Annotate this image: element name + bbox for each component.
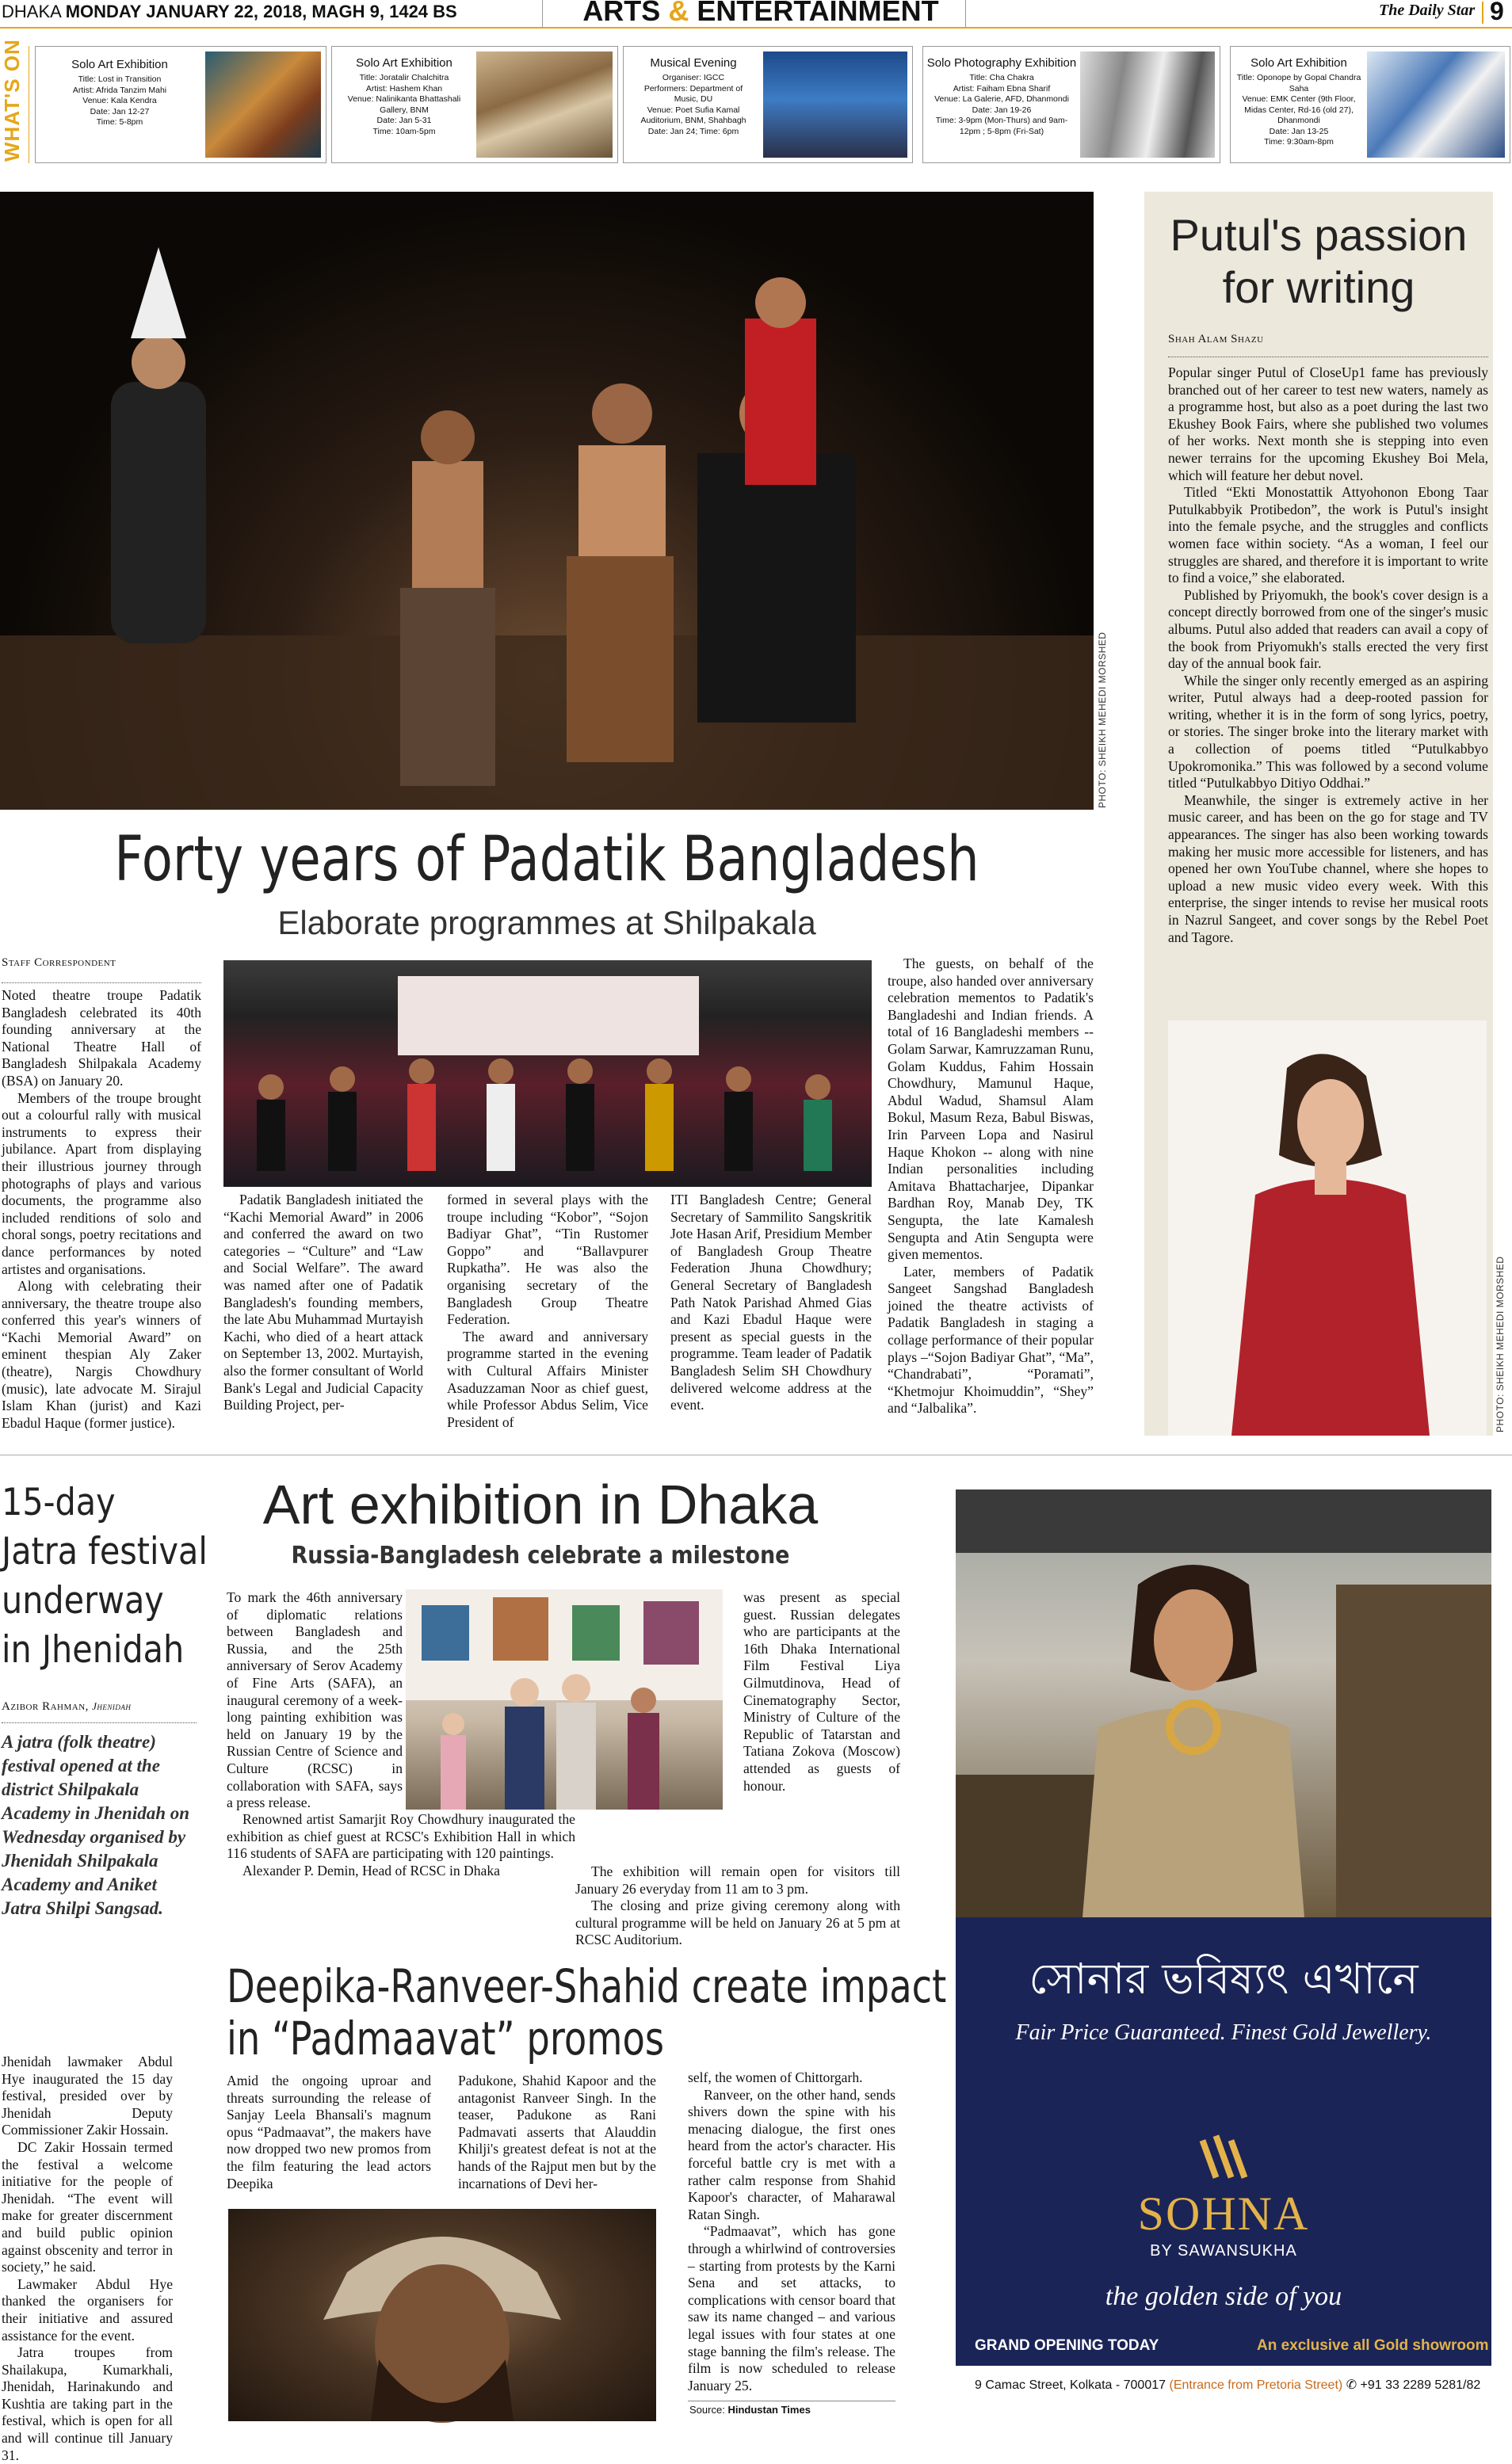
card-thumbnail [763,51,907,158]
card-line: Title: Lost in Transition [78,74,162,84]
padatik-byline: Staff Correspondent [2,956,116,969]
whats-on-card[interactable] [35,46,326,163]
whats-on-card[interactable] [331,46,618,163]
card-line: Venue: La Galerie, AFD, Dhanmondi [934,94,1069,104]
card-text [628,56,758,137]
paragraph: was present as special guest. Russian delegates who are participants at the 16th Dhaka International Film Festival Liya Gilmutdinova, Head of Cinematography Sector, Ministry of Culture of the Republic of Tatarstan and Tatiana Zokova (Moscow) attended as guests of honour. [743,1589,900,1794]
section-amp: & [668,0,689,27]
page-header [0,0,1512,27]
header-rule [0,27,1512,29]
padatik-stage-photo [0,192,1094,810]
ad-slogan: the golden side of you [1105,2282,1342,2311]
paragraph: Along with celebrating their anniversary, the theatre troupe also conferred this year's winners of “Kachi Memorial Award” on eminent thespian Aly Zaker (theatre), Nargis Chowdhury (music), late advocate M. Sirajul Islam Khan (jurist) and Kazi Ebadul Haque (former justice). [2,1278,201,1431]
padmaavat-source [689,2404,811,2416]
paragraph: To mark the 46th anniversary of diplomatic relations between Bangladesh and Russia, and the 25th anniversary of Serov Academy of Fine Arts (SAFA), an inaugural ceremony of a week-long painting exhibition was held on January 19 by the Russian Centre of Science and Culture (RCSC) in collaboration with SAFA, says a press release. [227,1589,403,1811]
paragraph: Ranveer, on the other hand, sends shivers down the spine with his menacing dialogue, the first ones heard from the actor's character. His forceful battle cry is met with a rather calm response from Shahid Kapoor's character, of Maharawal Ratan Singh. [688,2086,895,2222]
paragraph: Titled “Ekti Monostattik Attyohonon Ebong Taar Putulkabbyik Protibedon”, the work is Putul's insight into the female psyche, and the struggles and conflicts women face within society. “As a woman, I feel our struggles are shared, and therefore it is important to write to find a voice,” she elaborated. [1168,484,1488,586]
card-line: Auditorium, BNM, Shahbagh [640,116,746,125]
card-line: Artist: Hashem Khan [365,83,443,93]
ad-brand: SOHNA [1137,2187,1310,2240]
jatra-byline-place: Jhenidah [92,1700,132,1712]
stage-figures [0,192,1094,810]
art-col1b [227,1811,575,1879]
card-line: Performers: Department of [643,83,743,93]
card-title: Solo Art Exhibition [71,58,168,71]
art-col2 [743,1589,900,1795]
padmaavat-col1 [227,2073,431,2192]
card-title: Solo Art Exhibition [356,56,452,70]
paragraph: Published by Priyomukh, the book's cover design is a concept directly borrowed from one of the singer's music albums. Putul also added that readers can avail a copy of the book from Priyomukh's stalls erected the very first day of the annual book fair. [1168,586,1488,672]
putul-headline-line: Putul's passion [1170,210,1468,260]
card-thumbnail [1367,51,1505,158]
putul-photo-credit: PHOTO: SHEIKH MEHEDI MORSHED [1495,1256,1506,1432]
card-line: Title: Joratalir Chalchitra [359,73,449,82]
card-thumbnail [205,51,321,158]
card-text [40,58,199,128]
header-divider-left [542,0,543,27]
jatra-intro: A jatra (folk theatre) festival opened at the district Shilpakala Academy in Jhenidah on Wednesday organised by Jhenidah Shilpakala Academy and Aniket Jatra Shilpi Sangsad. [2,1732,190,1918]
ad-model-figure [956,1489,1491,1917]
padatik-col1 [2,987,201,1432]
source-label: Source: [689,2404,725,2416]
padmaavat-col2 [458,2073,656,2192]
dateline-prefix: DHAKA [2,2,61,21]
jatra-headline-line: 15-day [2,1481,116,1524]
paragraph: Lawmaker Abdul Hye thanked the organisers for their initiative and assured assistance for the event. [2,2275,173,2344]
ad-address-note: (Entrance from Pretoria Street) [1169,2378,1343,2392]
art-col1 [227,1589,403,1812]
paragraph: Meanwhile, the singer is extremely active in her music career, and has been on the go for stage and TV appearances. The singer has also been working towards making her music more accessible for listeners, and has opened her own YouTube channel, where she hopes to upload a new music video every week. With this enterprise, the singer intends to revise her musical roots in Nazrul Sangeet, and cover songs by the Rebel Poet and Tagore. [1168,791,1488,945]
ad-address-line [975,2377,1480,2393]
padatik-headline: Forty years of Padatik Bangladesh [114,824,979,895]
card-line: Venue: EMK Center (9th Floor, [1242,94,1356,104]
header-divider-right [965,0,966,27]
padatik-group-photo [223,960,872,1187]
putul-portrait-photo [1168,1020,1487,1436]
paragraph: Padatik Bangladesh initiated the “Kachi Memorial Award” in 2006 and conferred the award on two categories – “Culture” and “Law and Social Welfare”. The award was named after one of Padatik Bangladesh's founding members, the late Abu Muhammad Murtayish Kachi, who died of a heart attack on September 13, 2002. Murtayish, also the former consultant of World Bank's Legal and Judicial Capacity Building Project, per- [223,1192,423,1413]
jatra-byline-name: Azibor Rahman, [2,1700,89,1713]
jatra-body [2,2054,173,2464]
paragraph: While the singer only recently emerged as an aspiring writer, Putul always had a deep-rooted passion for writing, whether it is in the form of song lyrics, poetry, or stories. The singer broke into the literary market with a collection of poems titled “Putulkabbyo Upokromonika.” This was followed by a second volume titled “Putulkabbyo Ditiyo Oddhai.” [1168,672,1488,791]
padmaavat-photo [228,2209,656,2421]
paragraph: The guests, on behalf of the troupe, also handed over anniversary celebration mementos to Padatik's Bangladeshi and Indian friends. A total of 16 Bangladeshi members -- Golam Sarwar, Kamruzzaman Runu, Golam Kuddus, Fahim Hossain Chowdhury, Mamunul Haque, Abdul Wadud, Shamsul Alam Bokul, Masum Reza, Babul Biswas, Irin Parveen Lopa and Nasirul Haque Khokon -- along with nine Indian personalities including Amitava Bhattacharjee, Dipankar Bardhan Roy, Manab Dey, TK Sengupta, the late Kamalesh Sengupta and Atin Sengupta were given mementos. [888,955,1094,1263]
phone-icon: ✆ [1346,2378,1357,2392]
paragraph: Jatra troupes from Shailakupa, Kumarkhali, Jhenidah, Harinakundo and Kushtia are taking part in the festival, which is open for all and will continue till January 31. [2,2344,173,2463]
card-line: Venue: Poet Sufia Kamal [647,105,740,115]
card-title: Solo Photography Exhibition [926,56,1077,70]
page-number: 9 [1490,0,1504,25]
card-thumbnail [476,51,613,158]
card-line: 12pm ; 5-8pm (Fri-Sat) [959,126,1044,136]
jatra-headline [2,1478,208,1675]
card-line: Time: 5-8pm [96,117,143,127]
paragraph: Renowned artist Samarjit Roy Chowdhury inaugurated the exhibition as chief guest at RCSC's Exhibition Hall in which 116 students of SAFA are participating with 120 paintings. [227,1811,575,1862]
paragraph: self, the women of Chittorgarh. [688,2069,863,2085]
whats-on-card[interactable] [1230,46,1510,163]
masthead: The Daily Star [1379,2,1476,19]
art-subhead: Russia-Bangladesh celebrate a milestone [291,1542,790,1570]
card-line: Date: Jan 24; Time: 6pm [647,126,739,136]
paragraph: The award and anniversary programme started in the evening with Cultural Affairs Minister Asaduzzaman Noor as chief guest, while Professor Abdus Selim, Vice President of [447,1328,648,1430]
padatik-photo-credit: PHOTO: SHEIKH MEHEDI MORSHED [1097,631,1108,808]
card-text [1234,56,1364,148]
card-line: Date: Jan 12-27 [90,106,150,116]
putul-headline-line: for writing [1222,262,1415,312]
ad-grand-opening: GRAND OPENING TODAY [975,2337,1159,2354]
ad-address: 9 Camac Street, Kolkata - 700017 [975,2378,1166,2392]
section-title [547,0,975,27]
art-exhibition-photo [406,1589,723,1810]
dateline-date: MONDAY JANUARY 22, 2018, [65,2,307,21]
padatik-byline-rule [2,982,201,983]
putul-headline [1144,209,1493,314]
card-line: Time: 3-9pm (Mon-Thurs) and 9am- [935,116,1068,125]
section-arts: ARTS [582,0,661,27]
padatik-col3 [447,1192,648,1431]
paragraph: DC Zakir Hossain termed the festival a welcome initiative for the people of Jhenidah. “The event will make for greater discernment and build public opinion against obscenity and terror in society,” he said. [2,2138,173,2275]
jatra-headline-line: Jatra festival [2,1530,208,1573]
whats-on-card[interactable] [623,46,913,163]
dateline-bangla-date: MAGH 9, 1424 BS [311,2,457,21]
art-headline: Art exhibition in Dhaka [262,1474,819,1535]
card-line: Organiser: IGCC [662,73,725,82]
jatra-headline-line: underway [2,1579,164,1623]
padatik-subhead: Elaborate programmes at Shilpakala [277,904,816,941]
paragraph: Later, members of Padatik Sangeet Sangshad Bangladesh joined the theatre activists of Padatik Bangladesh in staging a collage performance of their popular plays –“Sojon Badiyar Ghat”, “Ma”, “Chandrabati”, “Poramati”, “Khetmojur Khoimuddin”, “Shey” and “Jalbalika”. [888,1263,1094,1417]
ad-brand-sub: BY SAWANSUKHA [1150,2242,1297,2260]
card-thumbnail [1080,51,1215,158]
card-text [337,56,472,137]
card-line: Time: 9:30am-8pm [1264,137,1334,147]
paragraph: Amid the ongoing uproar and threats surrounding the release of Sanjay Leela Bhansali's magnum opus “Padmaavat”, the makers have now dropped two new promos from the film featuring the lead actors Deepika [227,2073,431,2191]
paragraph: Noted theatre troupe Padatik Bangladesh celebrated its 40th founding anniversary at the National Theatre Hall of Bangladesh Shilpakala Academy (BSA) on January 20. [2,987,201,1089]
ranveer-figure [228,2209,656,2421]
card-line: Dhanmondi [1277,116,1320,125]
card-text [926,56,1077,137]
padmaavat-col3 [688,2069,895,2394]
art-col2b [575,1863,900,1949]
whats-on-label: WHAT'S ON [0,39,24,162]
portrait-figure [1168,1020,1487,1436]
source-name: Hindustan Times [727,2404,811,2416]
ad-phone: +91 33 2289 5281/82 [1360,2378,1481,2392]
dateline [2,0,457,24]
ad-bangla-tagline: সোনার ভবিষ্যৎ এখানে [1029,1954,1418,2004]
paragraph: ITI Bangladesh Centre; General Secretary of Sammilito Sangskritik Jote Hasan Arif, Presidium Member of Bangladesh Group Theatre Federation Jhuna Chowdhury; General Secretary of Bangladesh Path Natok Parishad Ahmed Gias and Kazi Ebadul Haque were present as special guests in the programme. Team leader of Padatik Bangladesh Selim SH Chowdhury delivered welcome address at the event. [670,1192,872,1413]
padmaavat-headline-line: Deepika-Ranveer-Shahid create impact [227,1959,947,2013]
jatra-byline-rule [2,1722,197,1723]
paragraph: “Padmaavat”, which has gone through a whirlwind of controversies – starting from protests by the Karni Sena and set attacks, to complications with censor board that saw its name changed – and various legal issues with four states at one stage banning the film's release. The film is now scheduled to release January 25. [688,2223,895,2393]
paragraph: The exhibition will remain open for visitors till January 26 everyday from 11 am to 3 pm. [575,1863,900,1897]
padmaavat-headline-line: in “Padmaavat” promos [227,2012,665,2065]
padmaavat-headline [227,1959,947,2065]
padatik-col2 [223,1192,423,1414]
section-entertainment: ENTERTAINMENT [697,0,939,27]
paragraph: The closing and prize giving ceremony along with cultural programme will be held on January 26 at 5 pm at RCSC Auditorium. [575,1898,900,1948]
sohna-logo-icon [1200,2123,1247,2187]
sohna-ad[interactable] [956,1489,1491,2416]
ad-exclusive: An exclusive all Gold showroom [1257,2337,1489,2354]
card-line: Midas Center, Rd-16 (old 27), [1244,105,1354,115]
card-line: Venue: Nalinikanta Bhattashali [347,94,461,104]
putul-body [1168,364,1488,946]
card-line: Date: Jan 13-25 [1269,126,1329,136]
card-line: Title: Oponope by Gopal Chandra Saha [1236,73,1361,93]
paragraph: Padukone, Shahid Kapoor and the antagonist Ranveer Singh. In the teaser, Padukone as Rani Padmavati asserts that Alauddin Khilji's greatest defeat is not at the hands of the Rajput men but by the incarnations of Devi her- [458,2073,656,2191]
card-title: Musical Evening [650,56,737,70]
jatra-headline-line: in Jhenidah [2,1628,185,1672]
card-line: Title: Cha Chakra [969,73,1034,82]
padatik-col5 [888,955,1094,1417]
group-figures [223,960,872,1187]
putul-byline: Shah Alam Shazu [1168,333,1264,345]
paragraph: Members of the troupe brought out a colourful rally with musical instruments to express their jubilance. Apart from displaying their illustrious journey through photographs of plays and various documents, the programme also included renditions of solo and choral songs, poetry recitations and dance performances by noted artistes and organisations. [2,1089,201,1277]
card-title: Solo Art Exhibition [1250,56,1347,70]
card-line: Artist: Afrida Tanzim Mahi [72,85,167,95]
paragraph: Popular singer Putul of CloseUp1 fame has previously branched out of her career to test new waters, namely as a programme host, but also as a poet during the last two Ekushey Book Fairs, where she published two volumes of her works. Next month she is stepping into even newer terrains for the upcoming Ekushey Boi Mela, which will feature her debut novel. [1168,364,1488,483]
card-line: Artist: Faiham Ebna Sharif [953,83,1051,93]
ad-photo [956,1489,1491,1917]
paragraph: Jhenidah lawmaker Abdul Hye inaugurated the 15 day festival, presided over by Jhenidah Deputy Commissioner Zakir Hossain. [2,2054,173,2138]
card-line: Gallery, BNM [380,105,429,115]
padatik-col4 [670,1192,872,1414]
ad-tagline: Fair Price Guaranteed. Finest Gold Jewellery. [1015,2020,1432,2045]
card-line: Date: Jan 19-26 [972,105,1032,115]
page-number-divider [1482,2,1483,24]
paragraph: Alexander P. Demin, Head of RCSC in Dhaka [242,1862,500,1879]
card-line: Date: Jan 5-31 [376,116,432,125]
card-line: Time: 10am-5pm [372,126,436,136]
card-line: Venue: Kala Kendra [82,96,157,105]
paragraph: formed in several plays with the troupe including “Kobor”, “Sojon Badiyar Ghat”, “Tin Rustomer Goppo” and “Ballavpurer Rupkatha”. He was also the organising secretary of the Bangladesh Group Theatre Federation. [447,1192,648,1328]
jatra-byline [2,1700,131,1714]
whats-on-card[interactable] [922,46,1220,163]
exhibition-figures [406,1589,723,1810]
card-line: Music, DU [674,94,713,104]
